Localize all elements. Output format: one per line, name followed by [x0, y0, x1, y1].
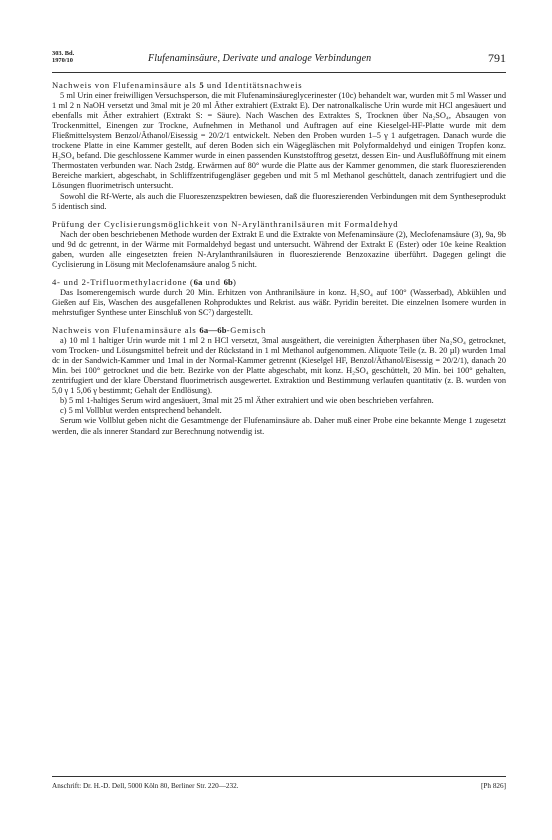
section-heading: Prüfung der Cyclisierungsmöglichkeit von N-Arylänthranilsäuren mit Formaldehyd: [52, 218, 399, 229]
year-line: 1970/10: [52, 57, 73, 65]
page: [52, 50, 506, 437]
reference-code: [Ph 826]: [481, 782, 506, 790]
page-footer: [52, 776, 506, 790]
section-heading: Nachweis von Flufenaminsäure als 5 und Identitätsnachweis: [52, 80, 303, 90]
paragraph: Sowohl die Rf-Werte, als auch die Fluoreszenzspektren bewiesen, daß die fluoreszierenden Verbindungen mit dem Syntheseprodukt 5 identisch sind.: [52, 191, 506, 211]
author-address: Anschrift: Dr. H.-D. Dell, 5000 Köln 80, Berliner Str. 220—232.: [52, 782, 239, 790]
page-number: 791: [488, 51, 506, 65]
article-body: [52, 80, 506, 437]
list-item: a) 10 ml 1 haltiger Urin wurde mit 1 ml 2 n HCl versetzt, 3mal ausgeäthert, die vereinigten Ätherphasen über Na₂SO₄ getrocknet, vom Trocken- und Lösungsmittel befreit und der Rückstand in 1 ml Methanol aufgenommen. Aliquote Teile (z. B. 20 µl) wurden 1mal dc in der Sandwich-Kammer und 1mal in der Normal-Kammer getrennt (Kieselgel HF, Benzol/Äthanol/Eisessig = 20/2/1), danach 20 Min. bei 100° getrocknet und die betr. Bezirke von der Platte abgeschabt, mit konz. H₂SO₄ geschüttelt, 20 Min. bei 100° gehalten, zentrifugiert und der klare Überstand fluorimetrisch ausgewertet. Extraktion und Bestimmung verlaufen quantitativ (z. B. wurden von 5,0 γ 1 5,06 γ bestimmt; Gehalt der Endlösung).: [52, 336, 506, 396]
paragraph: Serum wie Vollblut geben nicht die Gesamtmenge der Flufenaminsäure ab. Daher muß einer Probe eine bekannte Menge 1 zugesetzt werden, die als innerer Standard zur Berechnung notwendig ist.: [52, 416, 506, 436]
paragraph: 5 ml Urin einer freiwilligen Versuchsperson, die mit Flufenaminsäureglycerinester (10c) behandelt war, wurden mit 5 ml Wasser und 1 ml 2 n NaOH versetzt und 3mal mit je 20 ml Äther extrahiert (Extrakt E). Der natronalkalische Urin wurde mit HCl angesäuert und ebenfalls mit Äther extrahiert (Extrakt S: = Säure). Nach Waschen des Extraktes S, Trocknen über Na₂SO₄, Absaugen von Trockenmittel, Einengen zur Trockne, Aufnehmen in Methanol und Auftragen auf eine Kieselgel-HF-Platte wurde mit dem Fließmittelsystem Benzol/Äthanol/Eisessig = 20/2/1 entwickelt. Neben den Proben wurden 1–5 γ 1 aufgetragen. Danach wurde die trockene Platte in eine Kammer gestellt, auf deren Boden sich ein Wägegläschen mit Polyformaldehyd und einigen Tropfen konz. H₂SO₄ befand. Die geschlossene Kammer wurde in einen passenden Kunststofftrog gesetzt, dessen Ein- und Ausflußöffnung mit einem Thermostaten verbunden war. Nach 2stdg. Erwärmen auf 80° wurde die Platte aus der Kammer genommen, die stark fluoreszierenden Bereiche markiert, abgeschabt, in Schliffzentrifugengläser gegeben und mit 5 ml Methanol geschüttelt, danach zentrifugiert und die Lösungen fluorimetrisch untersucht.: [52, 91, 506, 191]
running-title: Flufenaminsäure, Derivate und analoge Verbindungen: [148, 53, 372, 64]
section-heading: Nachweis von Flufenaminsäure als 6a—6b-Gemisch: [52, 325, 267, 336]
page-header: [52, 50, 506, 73]
list-item: b) 5 ml 1-haltiges Serum wird angesäuert, 3mal mit 25 ml Äther extrahiert und wie oben beschrieben verfahren.: [60, 396, 434, 406]
section-heading: 4- und 2-Trifluormethylacridone (6a und 6b): [52, 276, 237, 287]
paragraph: Das Isomerengemisch wurde durch 20 Min. Erhitzen von Anthranilsäure in konz. H₂SO₄ auf 100° (Wasserbad), Abkühlen und Gießen auf Eis, Waschen des ausgefallenen Rohproduktes und Rekrist. aus wäßr. Pyridin bereitet. Die einzelnen Isomere wurden in mehrstufiger Synthese unter Einschluß von SC⁷) dargestellt.: [52, 287, 506, 317]
volume-info: [52, 50, 74, 64]
list-item: c) 5 ml Vollblut werden entsprechend behandelt.: [60, 406, 222, 416]
paragraph: Nach der oben beschriebenen Methode wurden der Extrakt E und die Extrakte von Mefenaminsäure (2), Meclofenamsäure (3), 9a, 9b und 9d dc getrennt, in der Wärme mit Formaldehyd begast und untersucht. Während der Extrakt E (Ester) oder 10e keine Reaktion gaben, wurden alle eingesetzten freien N-Arylanthranilsäuren in fluoreszierende Benzoxazine überführt. Dagegen gelingt die Cyclisierung in Lösung mit Meclofenamsäure analog 5 nicht.: [52, 229, 506, 269]
volume-line: 303. Bd.: [52, 50, 75, 57]
